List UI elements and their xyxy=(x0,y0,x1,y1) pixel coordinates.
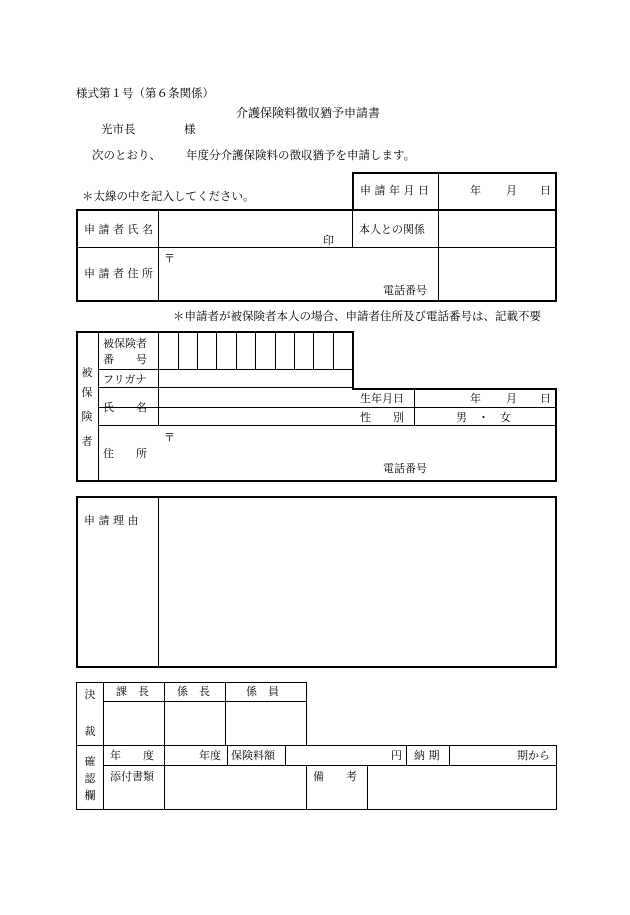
seal-mark: 印 xyxy=(323,234,334,247)
applicant-phone-label: 電話番号 xyxy=(383,284,427,297)
fiscal-year-label: 年 度 xyxy=(110,749,154,762)
section-chief-label: 課 長 xyxy=(116,685,149,698)
applicant-name-label: 申 請 者 氏 名 xyxy=(84,223,153,236)
confirm-label-char-1: 確 xyxy=(84,755,96,768)
insured-name-label: 氏 名 xyxy=(103,401,147,414)
intro-lead: 次のとおり、 xyxy=(92,148,161,162)
application-date-month: 月 xyxy=(506,184,517,197)
premium-amount-label: 保険料額 xyxy=(231,749,275,762)
insured-phone-label: 電話番号 xyxy=(383,462,427,475)
insured-label-char-4: 者 xyxy=(81,435,93,448)
reason-label: 申 請 理 由 xyxy=(84,514,139,527)
sex-label: 性 別 xyxy=(360,411,404,424)
insured-address-label: 住 所 xyxy=(103,447,147,460)
confirm-label-char-2: 認 xyxy=(84,772,96,785)
birth-day: 日 xyxy=(540,392,551,405)
kana-label: フリガナ xyxy=(103,373,147,386)
page-title: 介護保険料徴収猶予申請書 xyxy=(236,106,381,120)
fill-instruction-note: ＊太線の中を記入してください。 xyxy=(82,189,255,203)
due-period-label: 納 期 xyxy=(414,749,440,762)
insured-postal-mark: 〒 xyxy=(164,431,175,444)
fiscal-year-unit: 年度 xyxy=(199,749,221,762)
birth-year: 年 xyxy=(470,392,481,405)
insured-label-char-1: 被 xyxy=(81,366,93,379)
relation-label: 本人との関係 xyxy=(359,223,425,236)
insured-number-label-1: 被保険者 xyxy=(103,337,147,350)
honorific: 様 xyxy=(184,122,196,136)
application-date-label: 申 請 年 月 日 xyxy=(360,184,429,197)
subsection-chief-label: 係 長 xyxy=(177,685,210,698)
attachments-label: 添付書類 xyxy=(110,770,154,783)
confirm-label-char-3: 欄 xyxy=(84,789,96,802)
application-date-year: 年 xyxy=(470,184,481,197)
form-number: 様式第１号（第６条関係） xyxy=(76,86,214,100)
birth-month: 月 xyxy=(506,392,517,405)
sex-options: 男 ・ 女 xyxy=(456,411,511,424)
decision-label-char-1: 決 xyxy=(84,688,96,701)
intro-body: 年度分介護保険料の徴収猶予を申請します。 xyxy=(186,148,416,162)
staff-label: 係 員 xyxy=(246,685,279,698)
yen-unit: 円 xyxy=(391,749,402,762)
applicant-address-label: 申 請 者 住 所 xyxy=(84,267,153,280)
decision-label-char-2: 裁 xyxy=(84,725,96,738)
insured-label-char-2: 保 xyxy=(81,386,93,399)
remarks-label: 備 考 xyxy=(313,770,357,783)
applicant-postal-mark: 〒 xyxy=(164,252,175,265)
due-period-unit: 期から xyxy=(517,749,550,762)
addressee: 光市長 xyxy=(101,122,136,136)
applicant-address-note: ＊申請者が被保険者本人の場合、申請者住所及び電話番号は、記載不要 xyxy=(173,309,541,323)
insured-number-label-2: 番 号 xyxy=(103,353,147,366)
application-date-day: 日 xyxy=(540,184,551,197)
birth-date-label: 生年月日 xyxy=(360,392,404,405)
insured-label-char-3: 険 xyxy=(81,410,93,423)
